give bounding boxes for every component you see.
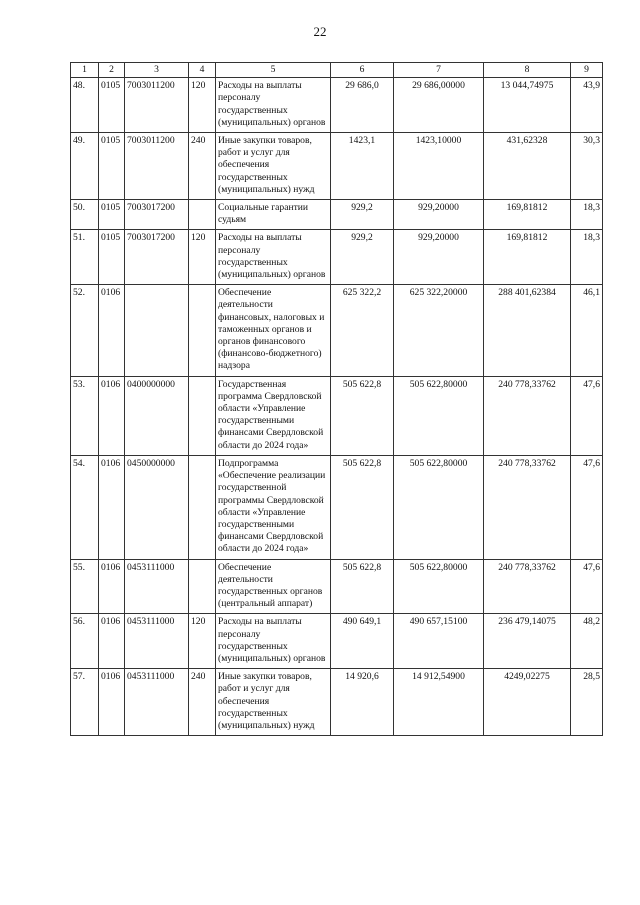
section-code: 0106 <box>99 376 125 455</box>
executed-amount: 169,81812 <box>484 200 571 230</box>
table-row <box>71 285 603 376</box>
expense-type-code: 120 <box>189 614 216 669</box>
section-code: 0105 <box>99 78 125 133</box>
target-article-code: 0453111000 <box>125 614 189 669</box>
execution-percent: 47,6 <box>571 559 603 614</box>
expense-name-text: Иные закупки товаров, работ и услуг для обеспечения государственных (муниципальных) нужд <box>218 671 315 731</box>
expense-name <box>216 376 331 455</box>
budget-list-amount: 490 657,15100 <box>394 614 484 669</box>
expense-name <box>216 200 331 230</box>
executed-amount: 169,81812 <box>484 230 571 285</box>
target-article-code: 7003011200 <box>125 133 189 200</box>
col-header: 6 <box>331 63 394 78</box>
expense-type-code: 120 <box>189 230 216 285</box>
approved-amount: 505 622,8 <box>331 559 394 614</box>
approved-amount: 14 920,6 <box>331 669 394 736</box>
executed-amount: 4249,02275 <box>484 669 571 736</box>
budget-list-amount: 625 322,20000 <box>394 285 484 376</box>
approved-amount: 29 686,0 <box>331 78 394 133</box>
table-row <box>71 559 603 614</box>
expense-type-code <box>189 285 216 376</box>
expense-type-code <box>189 200 216 230</box>
row-number: 57. <box>71 669 99 736</box>
execution-percent: 47,6 <box>571 455 603 559</box>
section-code: 0106 <box>99 455 125 559</box>
expense-type-code <box>189 455 216 559</box>
target-article-code: 0400000000 <box>125 376 189 455</box>
row-number: 55. <box>71 559 99 614</box>
col-header: 9 <box>571 63 603 78</box>
target-article-code: 7003011200 <box>125 78 189 133</box>
table-row <box>71 200 603 230</box>
expense-name-text: Социальные гарантии судьям <box>218 202 309 226</box>
approved-amount: 929,2 <box>331 230 394 285</box>
col-header: 4 <box>189 63 216 78</box>
expense-name <box>216 78 331 133</box>
col-header: 8 <box>484 63 571 78</box>
executed-amount: 240 778,33762 <box>484 559 571 614</box>
table-row <box>71 78 603 133</box>
executed-amount: 240 778,33762 <box>484 376 571 455</box>
expense-name-text: Подпрограмма «Обеспечение реализации государственной программы Свердловской области «Управление государственными финансами Свердловской области до 2024 года» <box>218 457 326 555</box>
execution-percent: 30,3 <box>571 133 603 200</box>
expense-name-text: Иные закупки товаров, работ и услуг для обеспечения государственных (муниципальных) нужд <box>218 135 315 195</box>
expense-name-text: Обеспечение деятельности государственных органов (центральный аппарат) <box>218 561 323 610</box>
table-row <box>71 614 603 669</box>
expense-name-text: Расходы на выплаты персоналу государственных (муниципальных) органов <box>218 616 326 664</box>
col-header: 5 <box>216 63 331 78</box>
table-row <box>71 230 603 285</box>
section-code: 0105 <box>99 133 125 200</box>
execution-percent: 43,9 <box>571 78 603 133</box>
expense-type-code: 240 <box>189 669 216 736</box>
expense-name <box>216 614 331 669</box>
executed-amount: 431,62328 <box>484 133 571 200</box>
expense-name <box>216 669 331 736</box>
row-number: 51. <box>71 230 99 285</box>
execution-percent: 46,1 <box>571 285 603 376</box>
executed-amount: 288 401,62384 <box>484 285 571 376</box>
section-code: 0105 <box>99 200 125 230</box>
budget-list-amount: 505 622,80000 <box>394 455 484 559</box>
execution-percent: 28,5 <box>571 669 603 736</box>
expense-name-text: Расходы на выплаты персоналу государственных (муниципальных) органов <box>218 80 326 128</box>
section-code: 0105 <box>99 230 125 285</box>
budget-table <box>70 62 603 736</box>
execution-percent: 18,3 <box>571 230 603 285</box>
approved-amount: 505 622,8 <box>331 455 394 559</box>
header-row <box>71 63 603 78</box>
section-code: 0106 <box>99 559 125 614</box>
expense-type-code: 240 <box>189 133 216 200</box>
target-article-code: 0450000000 <box>125 455 189 559</box>
expense-name <box>216 230 331 285</box>
budget-list-amount: 1423,10000 <box>394 133 484 200</box>
row-number: 56. <box>71 614 99 669</box>
row-number: 52. <box>71 285 99 376</box>
execution-percent: 18,3 <box>571 200 603 230</box>
expense-name <box>216 133 331 200</box>
budget-list-amount: 929,20000 <box>394 200 484 230</box>
target-article-code: 7003017200 <box>125 230 189 285</box>
approved-amount: 1423,1 <box>331 133 394 200</box>
target-article-code: 7003017200 <box>125 200 189 230</box>
section-code: 0106 <box>99 669 125 736</box>
row-number: 49. <box>71 133 99 200</box>
expense-name <box>216 285 331 376</box>
row-number: 54. <box>71 455 99 559</box>
approved-amount: 505 622,8 <box>331 376 394 455</box>
execution-percent: 47,6 <box>571 376 603 455</box>
table-row <box>71 133 603 200</box>
execution-percent: 48,2 <box>571 614 603 669</box>
expense-type-code <box>189 376 216 455</box>
section-code: 0106 <box>99 285 125 376</box>
col-header: 2 <box>99 63 125 78</box>
approved-amount: 490 649,1 <box>331 614 394 669</box>
expense-name-text: Обеспечение деятельности финансовых, налоговых и таможенных органов и органов финансового (финансово-бюджетного) надзора <box>218 287 325 372</box>
executed-amount: 240 778,33762 <box>484 455 571 559</box>
col-header: 7 <box>394 63 484 78</box>
expense-name <box>216 455 331 559</box>
approved-amount: 929,2 <box>331 200 394 230</box>
row-number: 50. <box>71 200 99 230</box>
row-number: 53. <box>71 376 99 455</box>
expense-type-code <box>189 559 216 614</box>
row-number: 48. <box>71 78 99 133</box>
col-header: 3 <box>125 63 189 78</box>
budget-list-amount: 505 622,80000 <box>394 376 484 455</box>
expense-type-code: 120 <box>189 78 216 133</box>
target-article-code <box>125 285 189 376</box>
expense-name-text: Расходы на выплаты персоналу государственных (муниципальных) органов <box>218 232 326 281</box>
target-article-code: 0453111000 <box>125 559 189 614</box>
expense-name <box>216 559 331 614</box>
col-header: 1 <box>71 63 99 78</box>
expense-name-text: Государственная программа Свердловской области «Управление государственными финансами Свердловской области до 2024 года» <box>218 378 324 451</box>
table-row <box>71 669 603 736</box>
target-article-code: 0453111000 <box>125 669 189 736</box>
table-row <box>71 455 603 559</box>
executed-amount: 236 479,14075 <box>484 614 571 669</box>
budget-list-amount: 929,20000 <box>394 230 484 285</box>
executed-amount: 13 044,74975 <box>484 78 571 133</box>
budget-list-amount: 505 622,80000 <box>394 559 484 614</box>
budget-list-amount: 29 686,00000 <box>394 78 484 133</box>
section-code: 0106 <box>99 614 125 669</box>
budget-list-amount: 14 912,54900 <box>394 669 484 736</box>
table-body <box>71 78 603 736</box>
approved-amount: 625 322,2 <box>331 285 394 376</box>
table-row <box>71 376 603 455</box>
page-number: 22 <box>313 24 327 39</box>
